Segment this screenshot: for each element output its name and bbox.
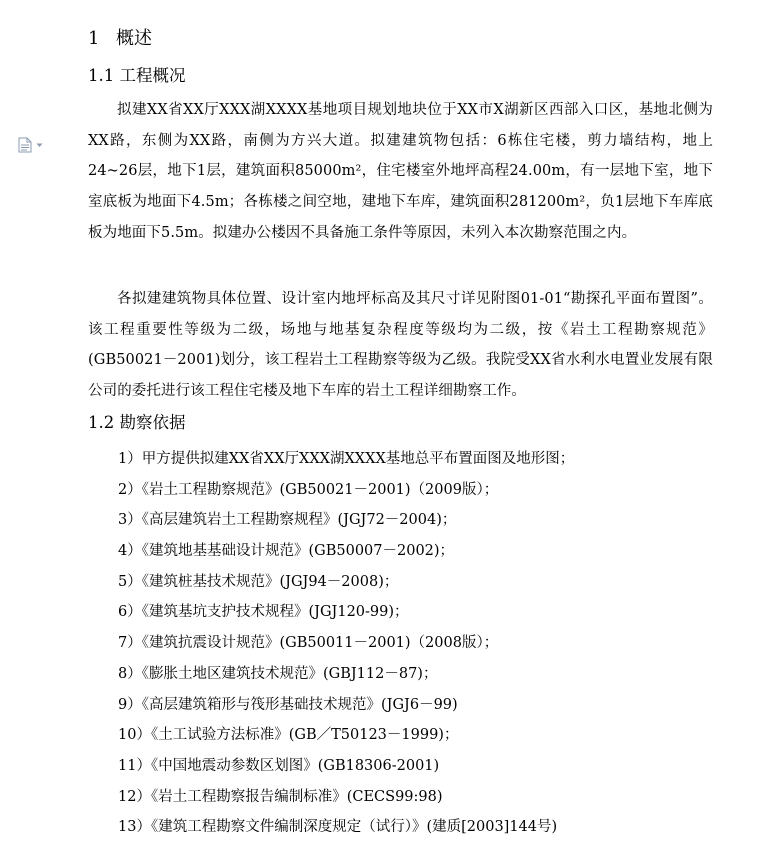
- reference-item: 8）《膨胀土地区建筑技术规范》(GBJ112－87)；: [118, 665, 438, 682]
- document-options-icon[interactable]: [18, 137, 48, 153]
- section-1-title: 概述: [116, 28, 152, 49]
- section-1-number: 1: [88, 28, 100, 49]
- reference-item: 11）《中国地震动参数区划图》(GB18306-2001): [118, 757, 440, 774]
- reference-item: 7）《建筑抗震设计规范》(GB50011－2001)（2008版）；: [118, 635, 499, 652]
- reference-item: 10）《土工试验方法标准》(GB／T50123－1999)；: [118, 727, 459, 744]
- section-1-1-heading: 1.1 工程概况: [88, 66, 186, 85]
- chevron-down-icon: [36, 143, 43, 148]
- reference-item: 6）《建筑基坑支护技术规程》(JGJ120-99)；: [118, 604, 409, 621]
- reference-item: 9）《高层建筑箱形与筏形基础技术规范》(JGJ6－99): [118, 696, 458, 713]
- section-1-heading: [88, 26, 152, 52]
- reference-item: 4）《建筑地基基础设计规范》(GB50007－2002)；: [118, 543, 455, 560]
- reference-item: 12）《岩土工程勘察报告编制标准》(CECS99:98): [118, 788, 443, 805]
- reference-item: 13）《建筑工程勘察文件编制深度规定（试行）》(建质[2003]144号): [118, 819, 558, 836]
- reference-item: 1）甲方提供拟建XX省XX厅XXX湖XXXX基地总平布置面图及地形图；: [118, 451, 575, 467]
- section-1-2-heading: 1.2 勘察依据: [88, 413, 186, 432]
- reference-item: 2）《岩土工程勘察规范》(GB50021－2001)（2009版）；: [118, 481, 499, 498]
- overview-paragraph-2: 各拟建建筑物具体位置、设计室内地坪标高及其尺寸详见附图01-01“勘探孔平面布置图”。该工程重要性等级为二级，场地与地基复杂程度等级均为二级，按《岩土工程勘察规范》(GB50021－2001)划分，该工程岩土工程勘察等级为乙级。我院受XX省水利水电置业发展有限公司的委托进行该工程住宅楼及地下车库的岩土工程详细勘察工作。: [88, 291, 713, 400]
- reference-list: [118, 444, 574, 843]
- reference-item: 5）《建筑桩基技术规范》(JGJ94－2008)；: [118, 573, 399, 590]
- reference-item: 3）《高层建筑岩土工程勘察规程》(JGJ72－2004)；: [118, 512, 457, 529]
- overview-paragraph-1: 拟建XX省XX厅XXX湖XXXX基地项目规划地块位于XX市X湖新区西部入口区，基地北侧为XX路，东侧为XX路，南侧为方兴大道。拟建建筑物包括：6栋住宅楼，剪力墙结构，地上24~26层，地下1层，建筑面积85000m²，住宅楼室外地坪高程24.00m，有一层地下室，地下室底板为地面下4.5m；各栋楼之间空地，建地下车库，建筑面积281200m²，负1层地下车库底板为地面下5.5m。拟建办公楼因不具备施工条件等原因，未列入本次勘察范围之内。: [88, 102, 713, 241]
